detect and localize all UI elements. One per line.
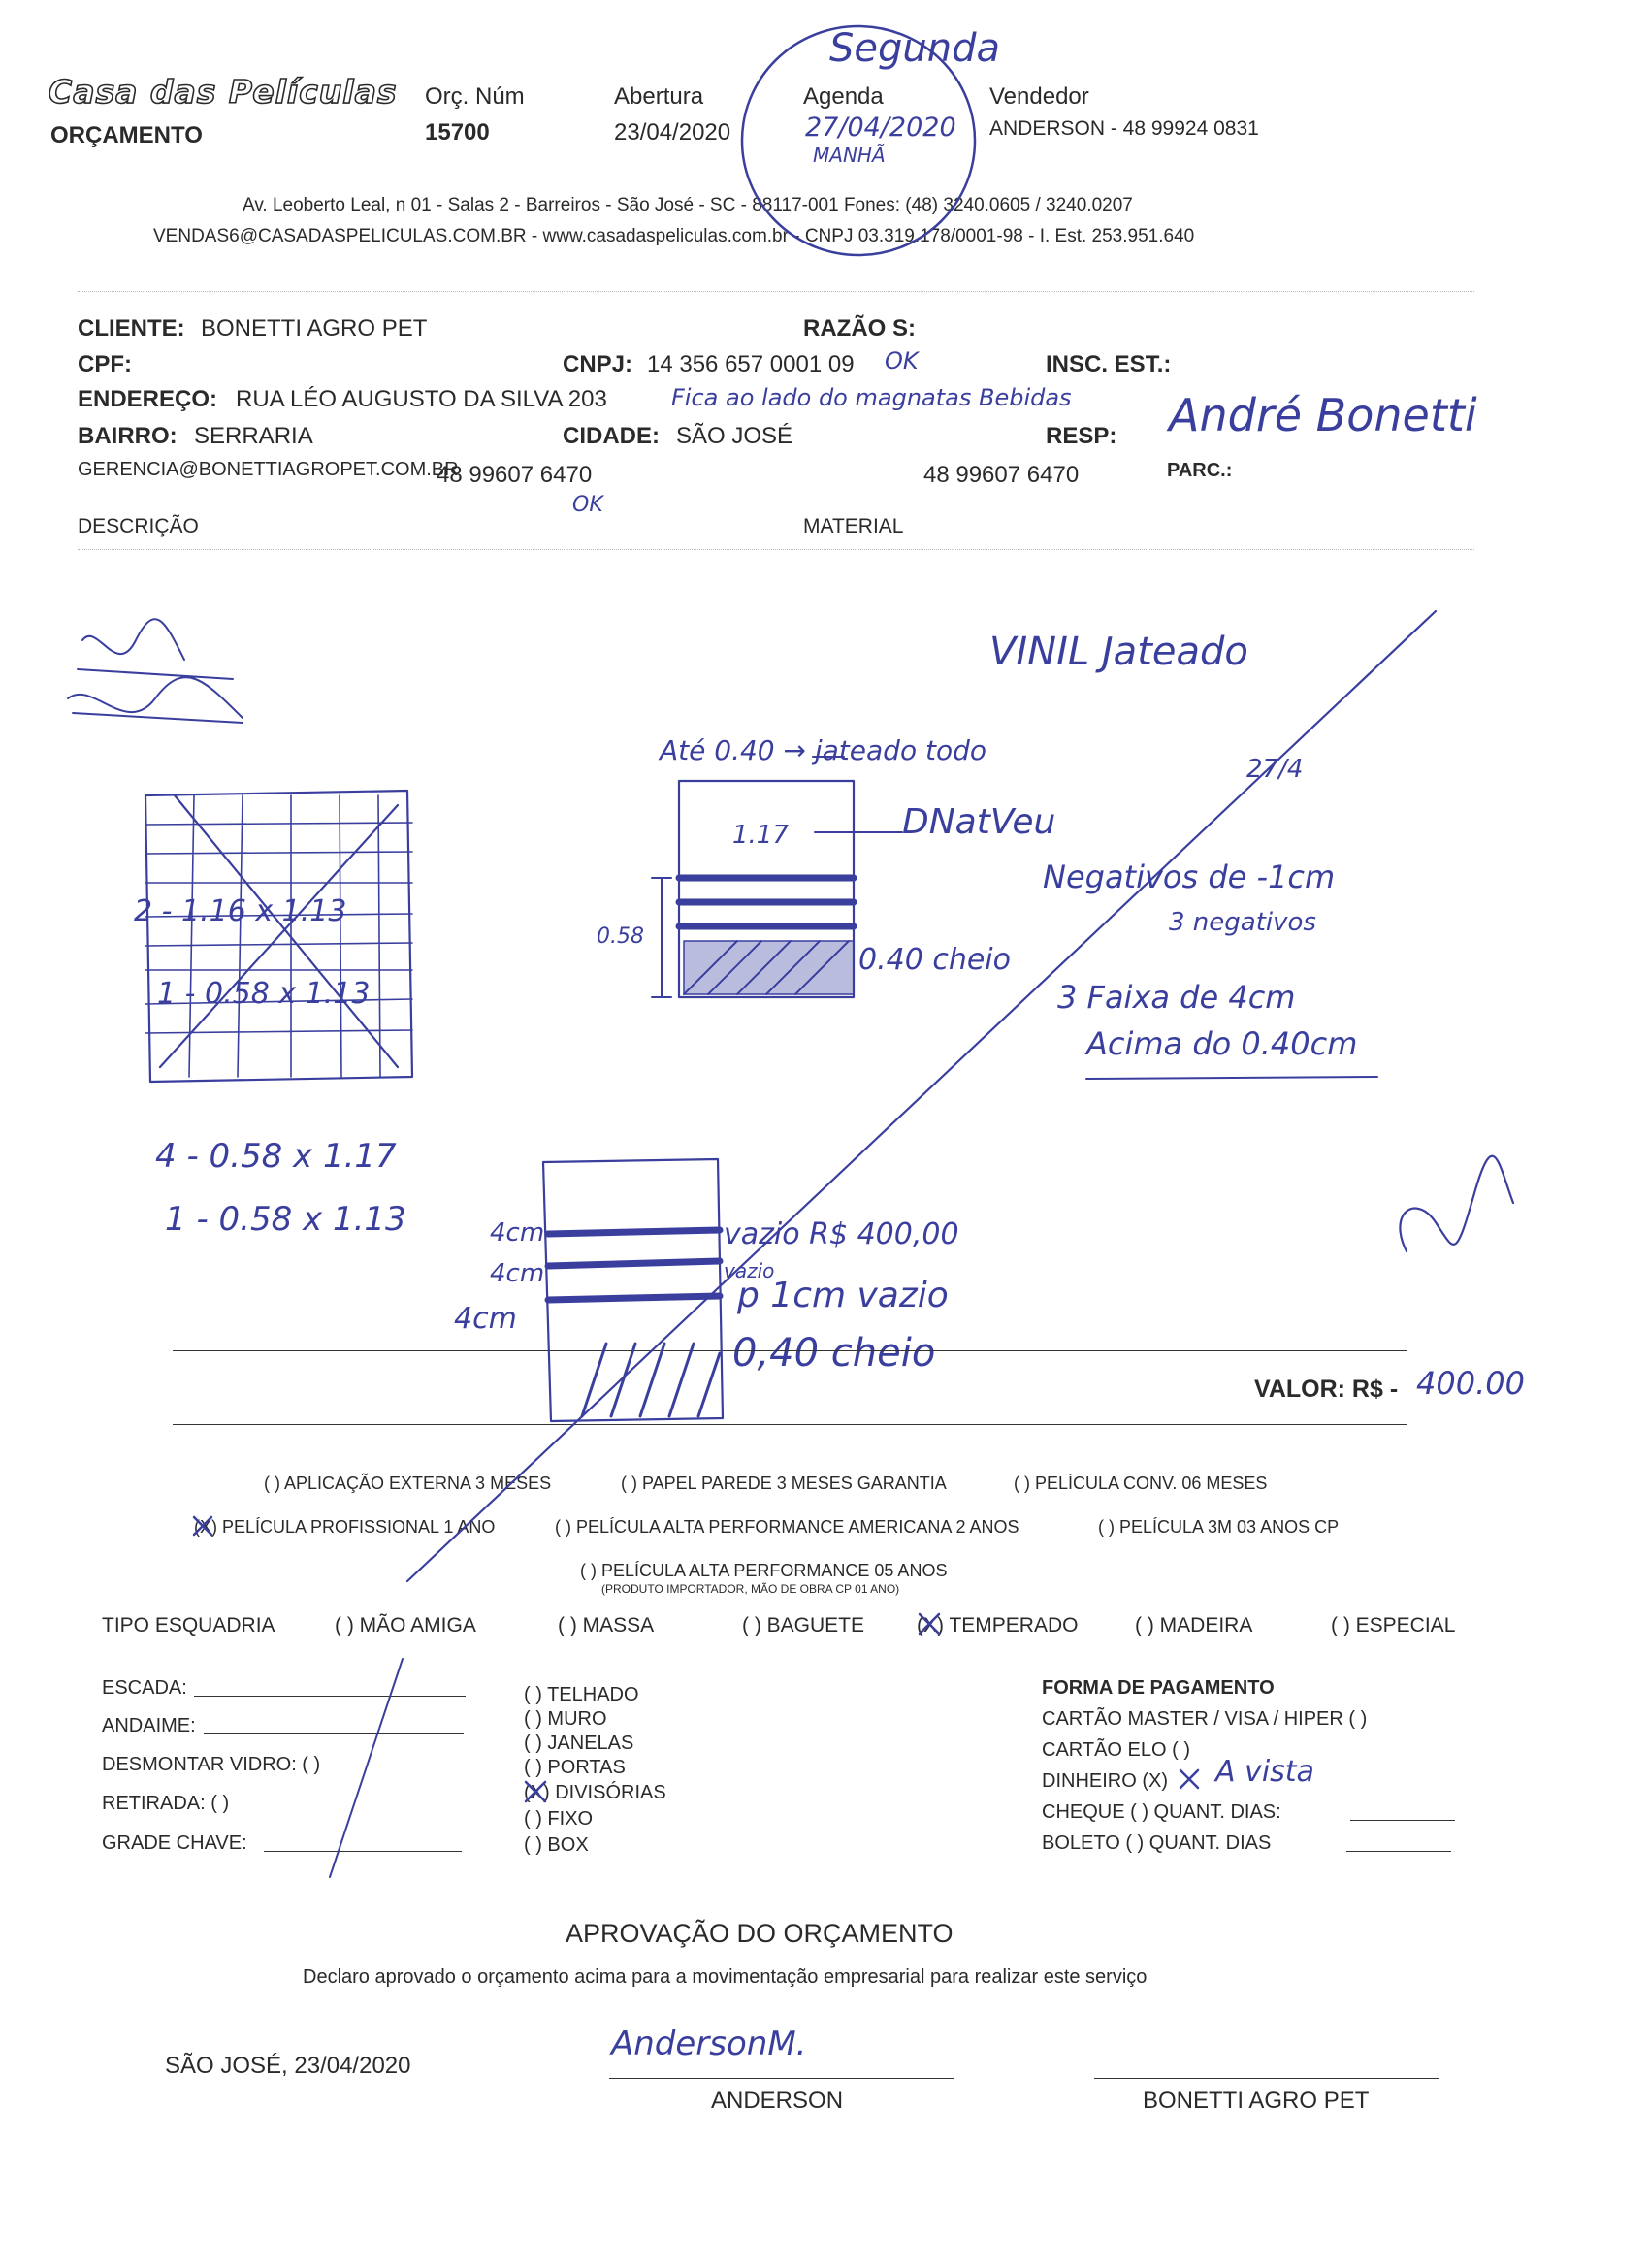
bottom-stripes — [548, 1230, 720, 1300]
extra-grade-chave: GRADE CHAVE: — [102, 1832, 247, 1854]
esquadria-label: TIPO ESQUADRIA — [102, 1614, 275, 1636]
razao-label: RAZÃO S: — [803, 315, 916, 341]
document-type: ORÇAMENTO — [50, 122, 203, 148]
handwritten-obs-date: 27/4 — [1246, 755, 1304, 784]
bottom-window-sketch — [543, 1159, 723, 1421]
option-aplicacao-externa: ( ) APLICAÇÃO EXTERNA 3 MESES — [264, 1474, 552, 1493]
right-scribble-signature — [1400, 1156, 1513, 1251]
handwritten-sketch-line-1: 1 - 0.58 x 1.13 — [157, 977, 371, 1011]
local-muro: ( ) MURO — [524, 1708, 607, 1730]
vendedor-label: Vendedor — [989, 83, 1089, 110]
esquadria-mao-amiga: ( ) MÃO AMIGA — [335, 1614, 476, 1636]
orc-num: 15700 — [425, 119, 490, 146]
approval-statement: Declaro aprovado o orçamento acima para a movimentação empresarial para realizar este serviço — [303, 1966, 1148, 1988]
cnpj-label: CNPJ: — [563, 351, 633, 377]
handwritten-040-cheio-2: 0,40 cheio — [732, 1331, 936, 1376]
handwritten-agenda-date: 27/04/2020 — [805, 113, 956, 143]
local-box: ( ) BOX — [524, 1834, 589, 1856]
esquadria-massa: ( ) MASSA — [558, 1614, 655, 1636]
option-alta-performance-americana: ( ) PELÍCULA ALTA PERFORMANCE AMERICANA 2 ANOS — [555, 1517, 1019, 1537]
client-phone-2: 48 99607 6470 — [923, 462, 1080, 488]
client-phone-1: 48 99607 6470 — [436, 462, 593, 488]
agenda-label: Agenda — [803, 83, 884, 110]
handwritten-segunda: Segunda — [829, 26, 1000, 71]
material-label: MATERIAL — [803, 515, 904, 537]
pagamento-dinheiro: DINHEIRO (X) — [1042, 1770, 1168, 1792]
company-logo: Casa das Películas — [48, 73, 398, 111]
agenda-circle — [742, 26, 975, 255]
approval-place-date: SÃO JOSÉ, 23/04/2020 — [165, 2053, 411, 2079]
handwritten-measure-2: 1 - 0.58 x 1.13 — [165, 1200, 406, 1239]
signature-seller-name: ANDERSON — [711, 2088, 844, 2114]
local-fixo: ( ) FIXO — [524, 1808, 594, 1830]
window-sketch-stripes — [679, 878, 854, 926]
handwritten-acima: Acima do 0.40cm — [1086, 1025, 1358, 1062]
extra-retirada: RETIRADA: ( ) — [102, 1793, 230, 1814]
handwritten-phone-ok: OK — [572, 493, 603, 517]
bairro-value: SERRARIA — [194, 423, 313, 449]
orc-num-label: Orç. Núm — [425, 83, 525, 110]
diagonal-extras-line — [330, 1659, 403, 1877]
esquadria-madeira: ( ) MADEIRA — [1135, 1614, 1253, 1636]
cpf-label: CPF: — [78, 351, 132, 377]
option-pelicula-profissional: (X) PELÍCULA PROFISSIONAL 1 ANO — [194, 1517, 496, 1537]
handwritten-3-negativos: 3 negativos — [1169, 908, 1316, 937]
handwritten-cnpj-ok: OK — [885, 347, 919, 374]
resp-label: RESP: — [1046, 423, 1117, 449]
endereco-label: ENDEREÇO: — [78, 386, 218, 412]
bottom-hatch — [582, 1344, 720, 1416]
pagamento-cheque: CHEQUE ( ) QUANT. DIAS: — [1042, 1801, 1281, 1823]
handwritten-sketch-line-2: 2 - 1.16 x 1.13 — [134, 894, 347, 928]
cidade-label: CIDADE: — [563, 423, 660, 449]
handwritten-anderson-signature: AndersonM. — [611, 2025, 807, 2063]
check-dinheiro — [1180, 1770, 1198, 1788]
local-divisorias: (X) DIVISÓRIAS — [524, 1782, 666, 1803]
option-papel-parede: ( ) PAPEL PAREDE 3 MESES GARANTIA — [621, 1474, 947, 1493]
local-portas: ( ) PORTAS — [524, 1757, 626, 1778]
handwritten-a-vista: A vista — [1215, 1755, 1314, 1789]
left-sketch-cross — [160, 795, 398, 1067]
company-contact: VENDAS6@CASADASPELICULAS.COM.BR - www.casadaspeliculas.com.br - CNPJ 03.319.178/0001-98 - I. Est. 253.951.640 — [153, 226, 1195, 246]
crossed-scribble — [68, 619, 242, 723]
signature-client-name: BONETTI AGRO PET — [1143, 2088, 1370, 2114]
diagonal-cancel-line — [407, 611, 1436, 1581]
check-divisorias — [526, 1782, 545, 1801]
option-alta-performance-note: (PRODUTO IMPORTADOR, MÃO DE OBRA CP 01 ANO) — [601, 1582, 900, 1596]
esquadria-temperado: (X) TEMPERADO — [917, 1614, 1079, 1636]
handwritten-negativos: Negativos de -1cm — [1043, 859, 1336, 895]
pagamento-elo: CARTÃO ELO ( ) — [1042, 1739, 1190, 1761]
pagamento-boleto: BOLETO ( ) QUANT. DIAS — [1042, 1832, 1272, 1854]
handwritten-location-note: Fica ao lado do magnatas Bebidas — [671, 384, 1072, 411]
cnpj-value: 14 356 657 0001 09 — [647, 351, 855, 377]
esquadria-baguete: ( ) BAGUETE — [742, 1614, 865, 1636]
insc-est-label: INSC. EST.: — [1046, 351, 1172, 377]
extra-escada: ESCADA: — [102, 1677, 187, 1699]
check-pelicula-profissional — [194, 1517, 211, 1535]
esquadria-especial: ( ) ESPECIAL — [1331, 1614, 1456, 1636]
pagamento-cartao: CARTÃO MASTER / VISA / HIPER ( ) — [1042, 1708, 1368, 1730]
company-address: Av. Leoberto Leal, n 01 - Salas 2 - Barreiros - São José - SC - 88117-001 Fones: (48) 3240.0605 / 3240.0207 — [242, 195, 1133, 215]
handwritten-vazio-price: vazio R$ 400,00 — [724, 1217, 959, 1251]
handwritten-dnatveu: DNatVeu — [902, 802, 1056, 842]
handwritten-4cm-b: 4cm — [490, 1259, 545, 1288]
acima-underline — [1086, 1077, 1377, 1079]
option-alta-performance-05: ( ) PELÍCULA ALTA PERFORMANCE 05 ANOS — [580, 1561, 948, 1580]
parc-label: PARC.: — [1167, 460, 1233, 481]
handwritten-resp-name: André Bonetti — [1169, 389, 1477, 441]
handwritten-measure-1: 4 - 0.58 x 1.17 — [155, 1137, 397, 1176]
vendedor-value: ANDERSON - 48 99924 0831 — [989, 117, 1259, 140]
cliente-value: BONETTI AGRO PET — [201, 315, 428, 341]
abertura-date: 23/04/2020 — [614, 119, 731, 146]
client-email: GERENCIA@BONETTIAGROPET.COM.BR — [78, 459, 459, 480]
option-pelicula-conv: ( ) PELÍCULA CONV. 06 MESES — [1014, 1474, 1268, 1493]
handwritten-040-cheio: 0.40 cheio — [858, 943, 1011, 977]
handwritten-dim-058: 0.58 — [597, 924, 644, 949]
abertura-label: Abertura — [614, 83, 704, 110]
descricao-label: DESCRIÇÃO — [78, 515, 199, 537]
handwritten-1cm-vazio: p 1cm vazio — [737, 1276, 949, 1315]
handwritten-4cm-a: 4cm — [490, 1218, 545, 1247]
bairro-label: BAIRRO: — [78, 423, 178, 449]
dimension-058-bracket — [652, 878, 671, 997]
handwritten-ate-040: Até 0.40 → jateado todo — [660, 734, 986, 766]
extra-andaime: ANDAIME: — [102, 1715, 196, 1736]
handwritten-manha: MANHÃ — [813, 144, 886, 167]
approval-title: APROVAÇÃO DO ORÇAMENTO — [566, 1919, 954, 1948]
extra-desmontar-vidro: DESMONTAR VIDRO: ( ) — [102, 1754, 321, 1775]
check-temperado — [920, 1614, 939, 1634]
handwritten-valor: 400.00 — [1416, 1365, 1525, 1402]
option-pelicula-3m: ( ) PELÍCULA 3M 03 ANOS CP — [1098, 1517, 1340, 1537]
handwritten-vinil-jateado: VINIL Jateado — [989, 630, 1248, 674]
pagamento-title: FORMA DE PAGAMENTO — [1042, 1677, 1275, 1699]
handwritten-4cm-c: 4cm — [454, 1302, 517, 1336]
endereco-value: RUA LÉO AUGUSTO DA SILVA 203 — [236, 386, 607, 412]
cidade-value: SÃO JOSÉ — [676, 423, 793, 449]
valor-label: VALOR: R$ - — [1254, 1376, 1399, 1403]
local-telhado: ( ) TELHADO — [524, 1684, 639, 1705]
handwritten-dim-117: 1.17 — [732, 821, 789, 850]
handwritten-vazio: vazio — [724, 1259, 775, 1282]
handwritten-3-faixa: 3 Faixa de 4cm — [1057, 979, 1296, 1016]
local-janelas: ( ) JANELAS — [524, 1733, 634, 1754]
cliente-label: CLIENTE: — [78, 315, 185, 341]
